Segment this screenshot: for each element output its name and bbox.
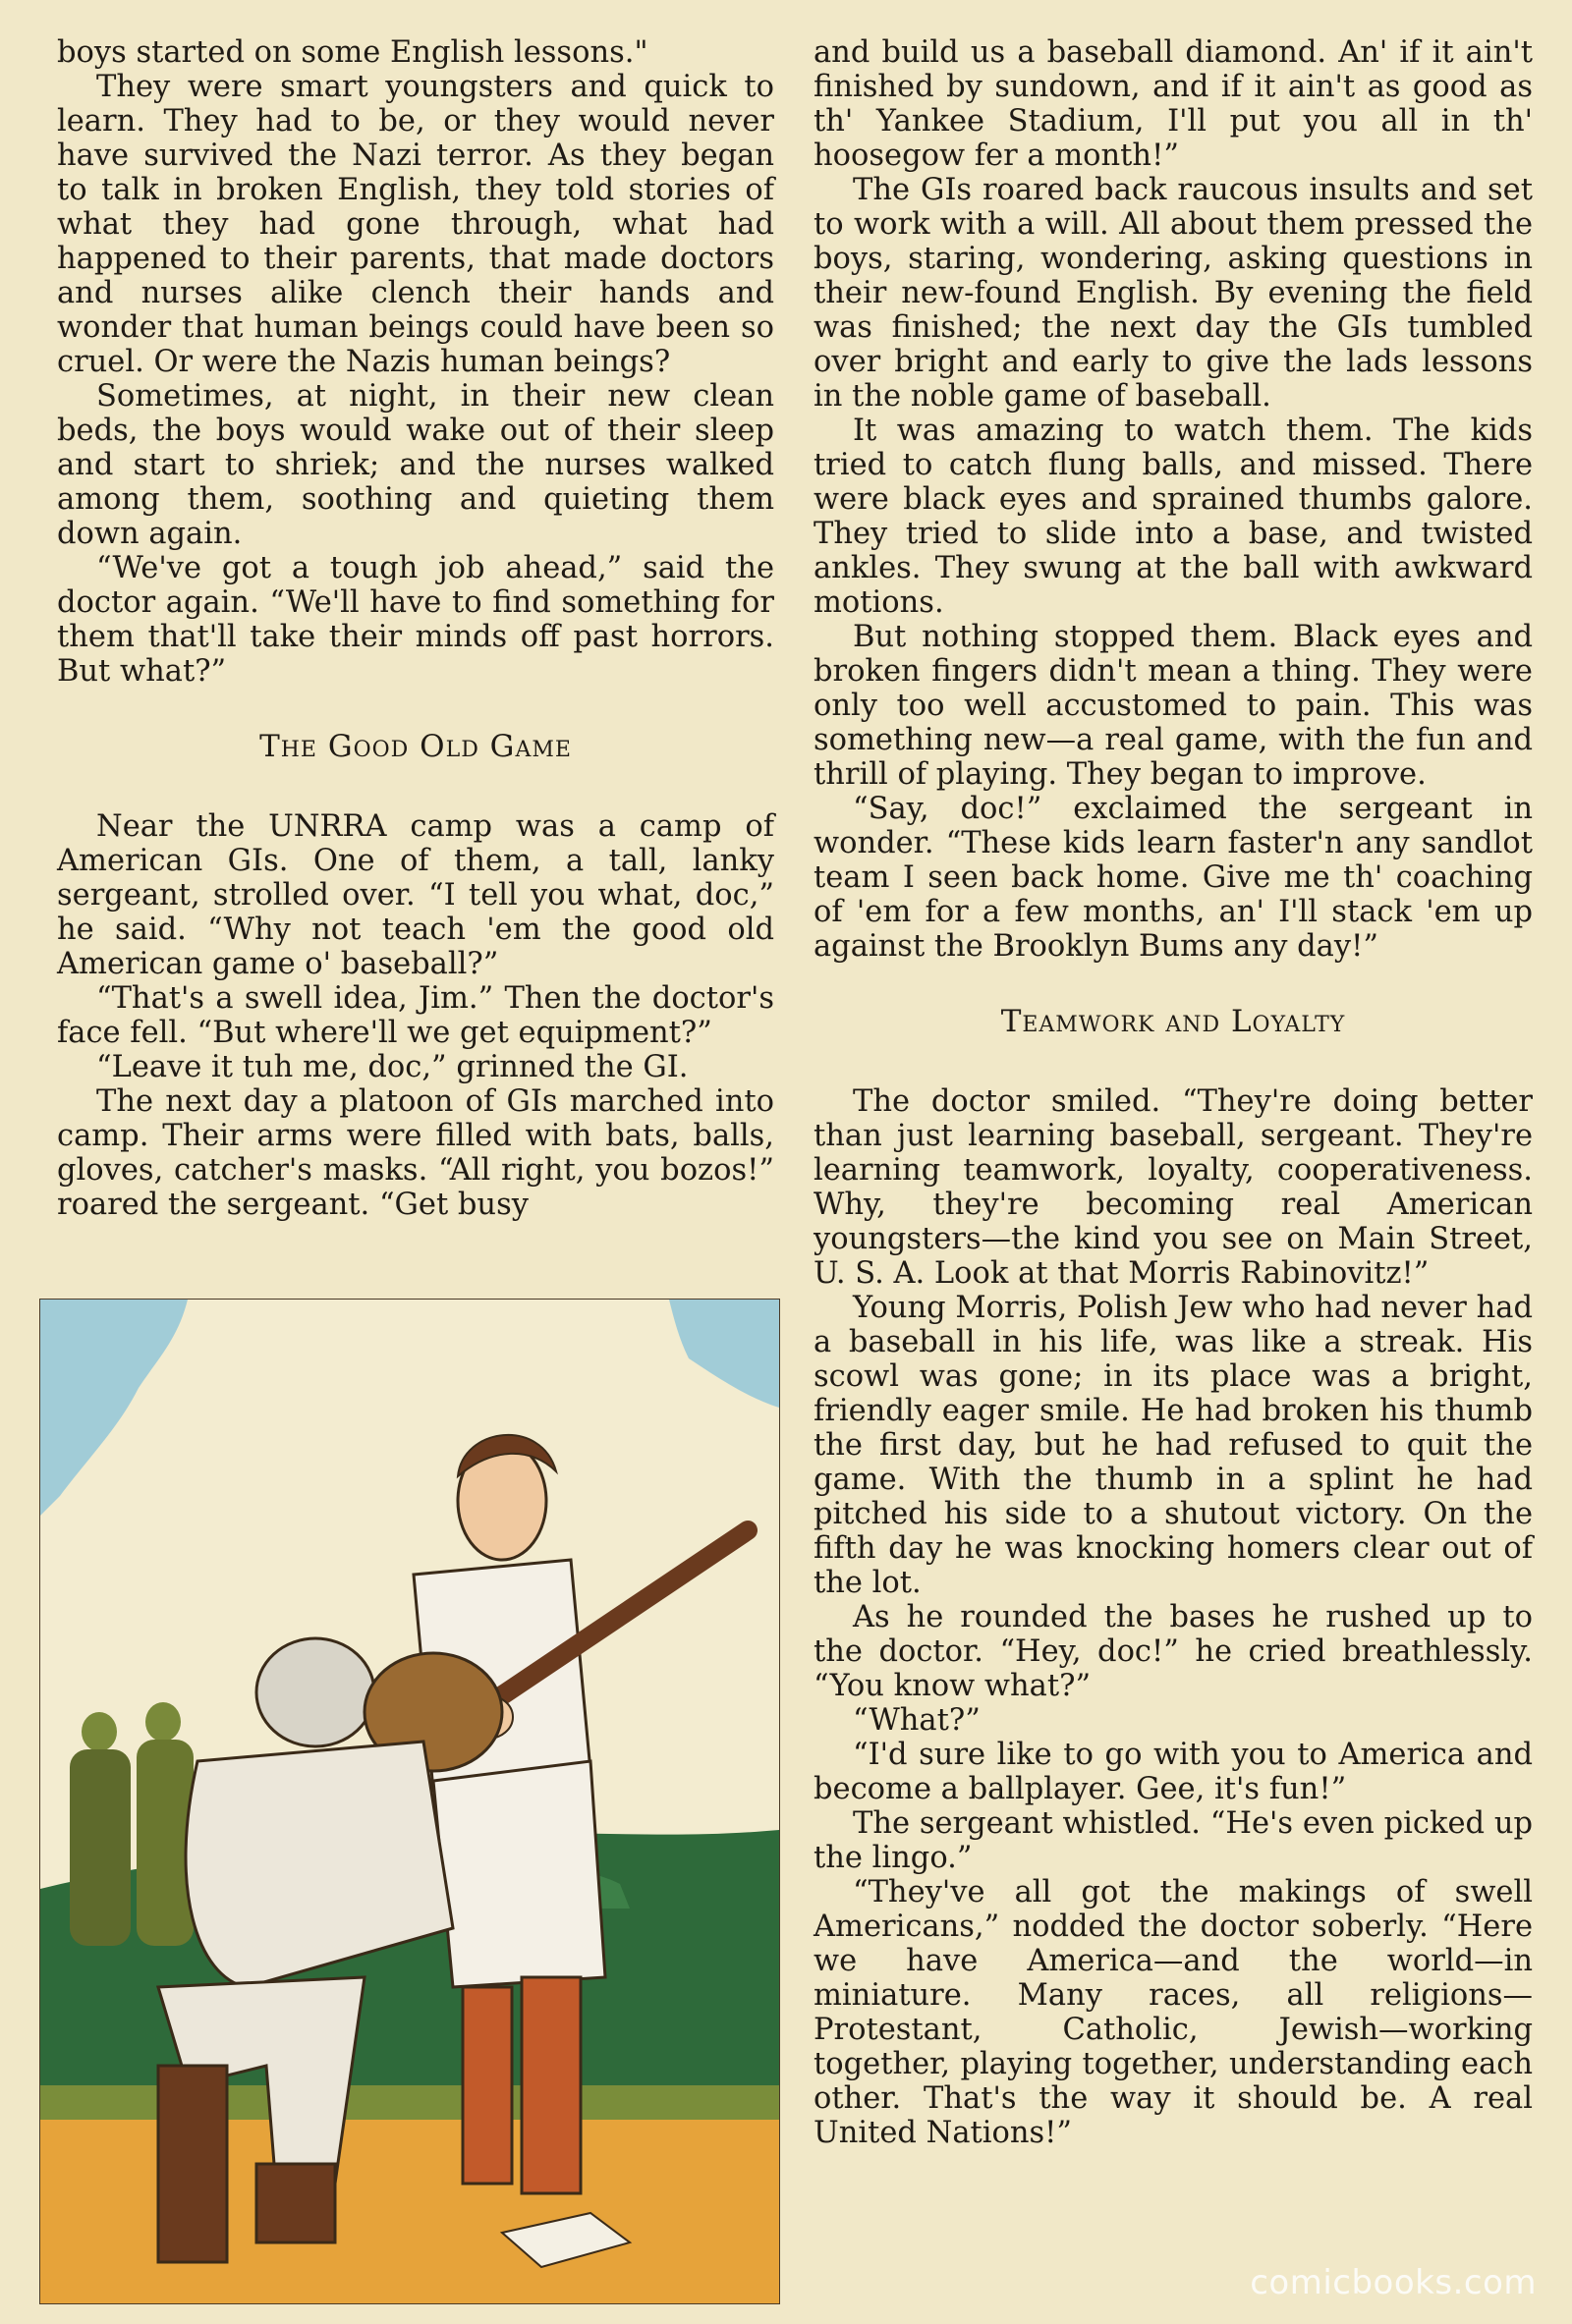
- paragraph: But nothing stopped them. Black eyes and broken fingers didn't mean a thing. They were only too well accustomed to pain. This was something new—a real game, with the fun and thrill of playing. They began to improve.: [814, 620, 1533, 792]
- paragraph: and build us a baseball diamond. An' if it ain't finished by sundown, and if it ain't as good as th' Yankee Stadium, I'll put you all in th' hoosegow fer a month!”: [814, 35, 1533, 173]
- paragraph: Young Morris, Polish Jew who had never had a baseball in his life, was like a streak. His scowl was gone; in its place was a bright, friendly eager smile. He had broken his thumb the first day, but he had refused to quit the game. With the thumb in a splint he had pitched his side to a shutout victory. On the fifth day he was knocking homers clear out of the lot.: [814, 1291, 1533, 1600]
- paragraph: The next day a platoon of GIs marched into camp. Their arms were filled with bats, balls, gloves, catcher's masks. “All right, you bozos!” roared the sergeant. “Get busy: [57, 1084, 774, 1222]
- paragraph: “Say, doc!” exclaimed the sergeant in wonder. “These kids learn faster'n any sandlot team I seen back home. Give me th' coaching of 'em for a few months, an' I'll stack 'em up against the Brooklyn Bums any day!”: [814, 792, 1533, 964]
- paragraph: The sergeant whistled. “He's even picked up the lingo.”: [814, 1806, 1533, 1875]
- watermark: comicbooks.com: [1250, 2263, 1537, 2302]
- paragraph: “Leave it tuh me, doc,” grinned the GI.: [96, 1050, 689, 1084]
- grass: [40, 2085, 779, 2125]
- paragraph: The doctor smiled. “They're doing better than just learning baseball, sergeant. They're learning teamwork, loyalty, cooperativeness. Why, they're becoming real American youngsters—the kind you see on Main Street, U. S. A. Look at that Morris Rabinovitz!”: [814, 1084, 1533, 1291]
- section-heading: Teamwork and Loyalty: [1000, 1004, 1346, 1039]
- paragraph: Sometimes, at night, in their new clean beds, the boys would wake out of their sleep and start to shriek; and the nurses walked among them, soothing and quieting them down again.: [57, 379, 774, 551]
- baseball-illustration: [39, 1299, 780, 2304]
- paragraph: As he rounded the bases he rushed up to the doctor. “Hey, doc!” he cried breathlessly. “You know what?”: [814, 1600, 1533, 1703]
- paragraph: The GIs roared back raucous insults and set to work with a will. All about them pressed the boys, staring, wondering, asking questions in their new-found English. By evening the field was finished; the next day the GIs tumbled over bright and early to give the lads lessons in the noble game of baseball.: [814, 173, 1533, 414]
- paragraph: “What?”: [853, 1703, 981, 1738]
- paragraph: “That's a swell idea, Jim.” Then the doctor's face fell. “But where'll we get equipment?”: [57, 981, 774, 1050]
- paragraph: boys started on some English lessons.": [57, 35, 648, 70]
- right-column: [814, 35, 1533, 2150]
- paragraph: “I'd sure like to go with you to America and become a ballplayer. Gee, it's fun!”: [814, 1738, 1533, 1806]
- paragraph: “We've got a tough job ahead,” said the doctor again. “We'll have to find something for them that'll take their minds off past horrors. But what?”: [57, 551, 774, 689]
- dirt: [40, 2120, 779, 2303]
- section-heading: The Good Old Game: [259, 729, 572, 764]
- paragraph: “They've all got the makings of swell Americans,” nodded the doctor soberly. “Here we have America—and the world—in miniature. Many races, all religions—Protestant, Catholic, Jewish—working together, playing together, understanding each other. That's the way it should be. A real United Nations!”: [814, 1875, 1533, 2150]
- baseball-scene: [40, 1300, 779, 2303]
- paragraph: Near the UNRRA camp was a camp of American GIs. One of them, a tall, lanky sergeant, strolled over. “I tell you what, doc,” he said. “Why not teach 'em the good old American game o' baseball?”: [57, 809, 774, 981]
- left-column: [57, 35, 774, 1222]
- paragraph: It was amazing to watch them. The kids tried to catch flung balls, and missed. There were black eyes and sprained thumbs galore. They tried to slide into a base, and twisted ankles. They swung at the ball with awkward motions.: [814, 414, 1533, 620]
- paragraph: They were smart youngsters and quick to learn. They had to be, or they would never have survived the Nazi terror. As they began to talk in broken English, they told stories of what they had gone through, what had happened to their parents, that made doctors and nurses alike clench their hands and wonder that human beings could have been so cruel. Or were the Nazis human beings?: [57, 70, 774, 379]
